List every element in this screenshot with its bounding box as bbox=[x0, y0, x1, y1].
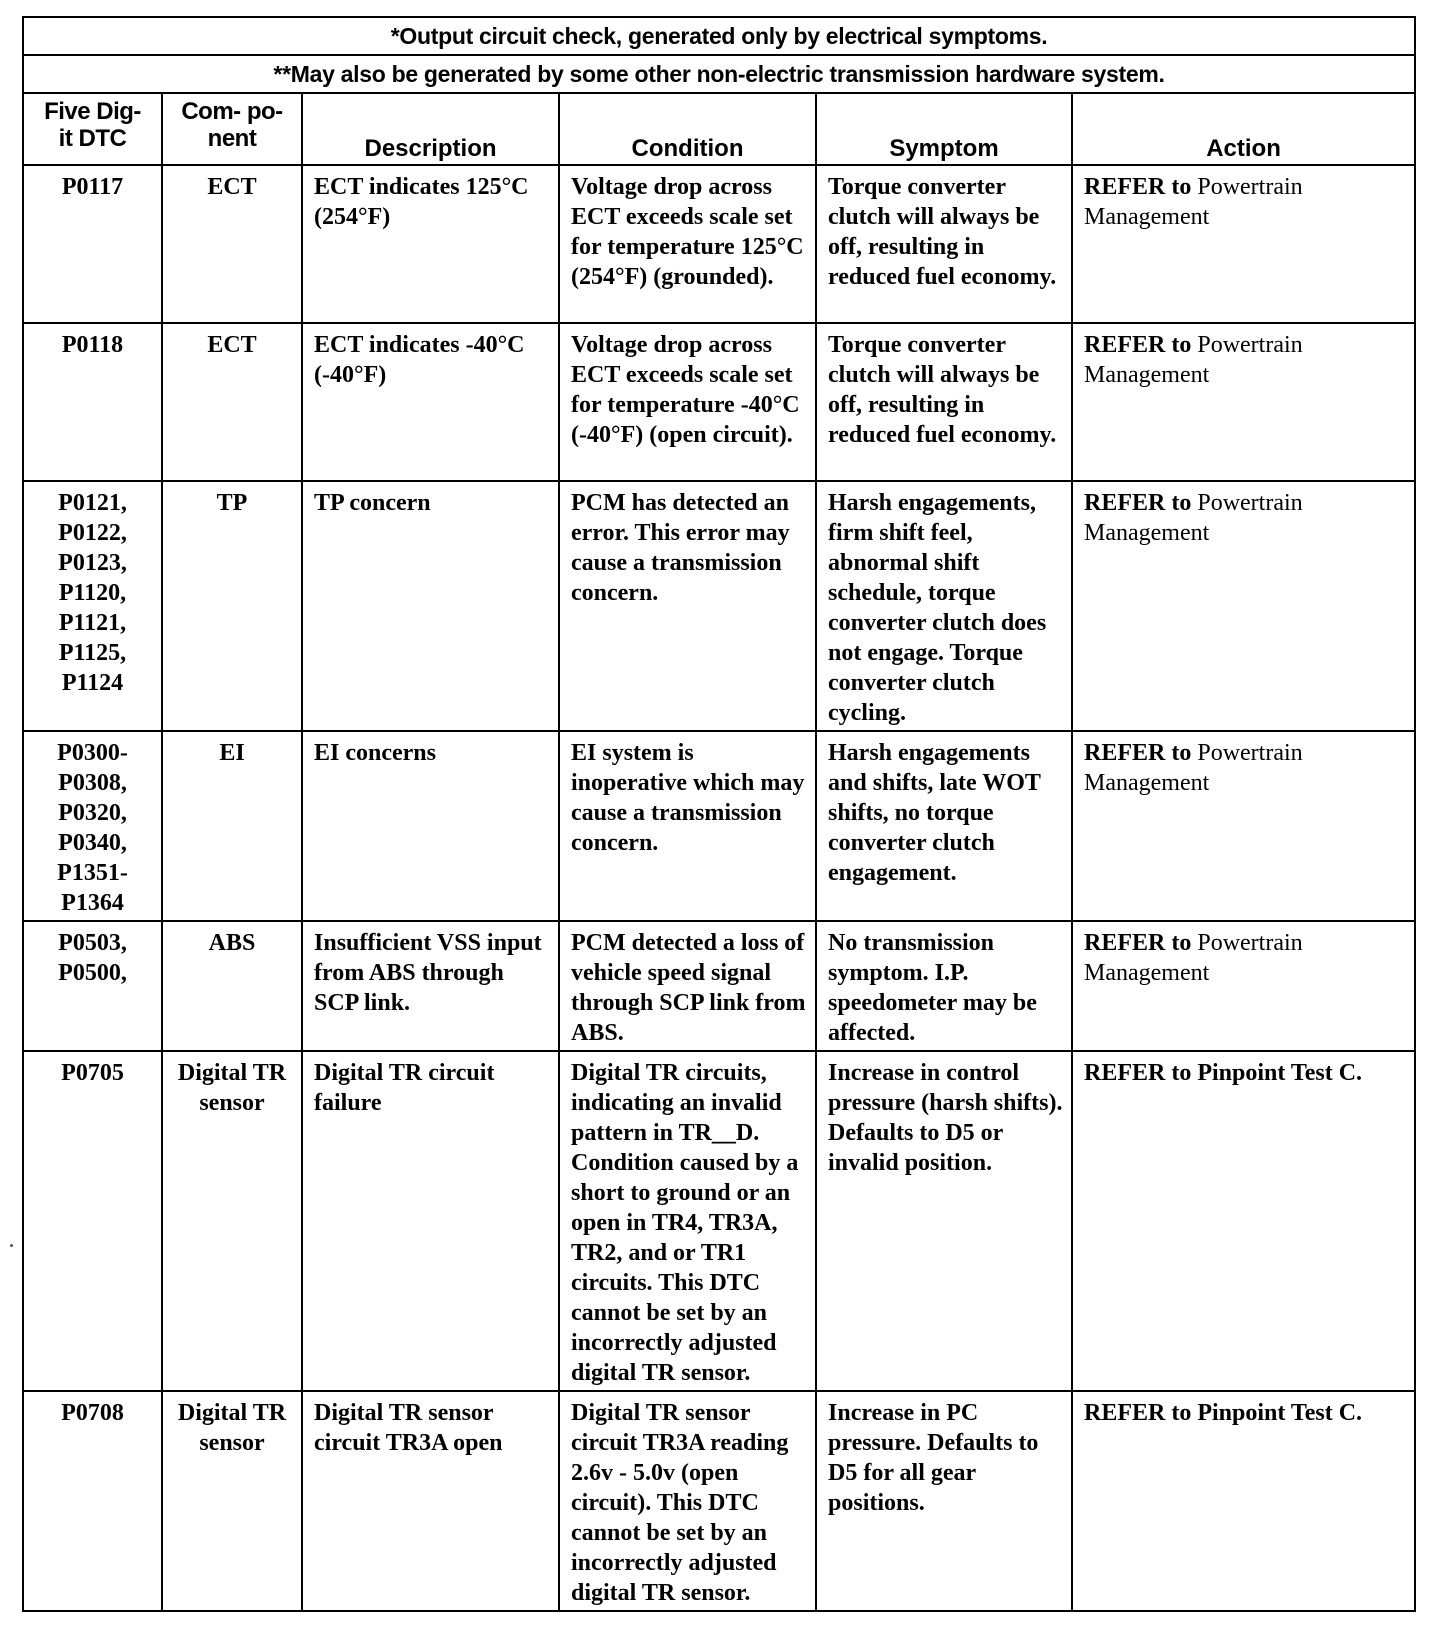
dtc-code: P0121, P0122, P0123, P1120, P1121, P1125, P1124 bbox=[23, 481, 162, 731]
dtc-code: P0117 bbox=[23, 165, 162, 323]
action bbox=[1072, 165, 1415, 323]
header-component: Com- po- nent bbox=[162, 93, 302, 165]
action-target: Powertrain Management bbox=[1084, 930, 1303, 986]
description: TP concern bbox=[302, 481, 559, 731]
dtc-table bbox=[22, 16, 1416, 1612]
symptom: Increase in control pressure (harsh shifts). Defaults to D5 or invalid position. bbox=[816, 1051, 1072, 1391]
symptom: No transmission symptom. I.P. speedometer may be affected. bbox=[816, 921, 1072, 1051]
header-condition: Condition bbox=[559, 93, 816, 165]
output-circuit-note: *Output circuit check, generated only by electrical symptoms. bbox=[23, 17, 1415, 55]
header-symptom: Symptom bbox=[816, 93, 1072, 165]
action-refer: REFER to bbox=[1084, 332, 1192, 358]
component: TP bbox=[162, 481, 302, 731]
table-row bbox=[23, 921, 1415, 1051]
table-row bbox=[23, 1391, 1415, 1611]
column-header-row bbox=[23, 93, 1415, 165]
condition: Digital TR circuits, indicating an invalid pattern in TR__D. Condition caused by a short to ground or an open in TR4, TR3A, TR2, and or TR1 circuits. This DTC cannot be set by an incorrectly adjusted digital TR sensor. bbox=[559, 1051, 816, 1391]
dtc-code: P0708 bbox=[23, 1391, 162, 1611]
action-refer: REFER to Pinpoint Test C. bbox=[1084, 1060, 1363, 1086]
table-row bbox=[23, 1051, 1415, 1391]
scan-speck bbox=[10, 1244, 13, 1247]
action-refer: REFER to Pinpoint Test C. bbox=[1084, 1400, 1363, 1426]
condition: EI system is inoperative which may cause a transmission concern. bbox=[559, 731, 816, 921]
condition: PCM detected a loss of vehicle speed signal through SCP link from ABS. bbox=[559, 921, 816, 1051]
action bbox=[1072, 323, 1415, 481]
symptom: Torque converter clutch will always be off, resulting in reduced fuel economy. bbox=[816, 165, 1072, 323]
description: Insufficient VSS input from ABS through SCP link. bbox=[302, 921, 559, 1051]
condition: PCM has detected an error. This error may cause a transmission concern. bbox=[559, 481, 816, 731]
table-row bbox=[23, 165, 1415, 323]
table-row bbox=[23, 731, 1415, 921]
component: EI bbox=[162, 731, 302, 921]
symptom: Harsh engagements, firm shift feel, abnormal shift schedule, torque converter clutch does not engage. Torque converter clutch cycling. bbox=[816, 481, 1072, 731]
dtc-code: P0705 bbox=[23, 1051, 162, 1391]
action-target: Powertrain Management bbox=[1084, 332, 1303, 388]
component: Digital TR sensor bbox=[162, 1051, 302, 1391]
action-refer: REFER to bbox=[1084, 490, 1192, 516]
non-electric-note: **May also be generated by some other non-electric transmission hardware system. bbox=[23, 55, 1415, 93]
symptom: Torque converter clutch will always be off, resulting in reduced fuel economy. bbox=[816, 323, 1072, 481]
action-target: Powertrain Management bbox=[1084, 174, 1303, 230]
component: ABS bbox=[162, 921, 302, 1051]
condition: Voltage drop across ECT exceeds scale set for temperature 125°C (254°F) (grounded). bbox=[559, 165, 816, 323]
action bbox=[1072, 1051, 1415, 1391]
action-target: Powertrain Management bbox=[1084, 740, 1303, 796]
description: Digital TR sensor circuit TR3A open bbox=[302, 1391, 559, 1611]
action-refer: REFER to bbox=[1084, 174, 1192, 200]
action-target: Powertrain Management bbox=[1084, 490, 1303, 546]
action bbox=[1072, 481, 1415, 731]
table-row bbox=[23, 323, 1415, 481]
dtc-code: P0503, P0500, bbox=[23, 921, 162, 1051]
note-row-output bbox=[23, 17, 1415, 55]
note-row-non-electric bbox=[23, 55, 1415, 93]
component: Digital TR sensor bbox=[162, 1391, 302, 1611]
action-refer: REFER to bbox=[1084, 930, 1192, 956]
header-action: Action bbox=[1072, 93, 1415, 165]
description: ECT indicates -40°C (-40°F) bbox=[302, 323, 559, 481]
action bbox=[1072, 1391, 1415, 1611]
action bbox=[1072, 731, 1415, 921]
symptom: Harsh engagements and shifts, late WOT shifts, no torque converter clutch engagement. bbox=[816, 731, 1072, 921]
component: ECT bbox=[162, 323, 302, 481]
action-refer: REFER to bbox=[1084, 740, 1192, 766]
condition: Digital TR sensor circuit TR3A reading 2.6v - 5.0v (open circuit). This DTC cannot be set by an incorrectly adjusted digital TR sensor. bbox=[559, 1391, 816, 1611]
action bbox=[1072, 921, 1415, 1051]
dtc-code: P0300- P0308, P0320, P0340, P1351- P1364 bbox=[23, 731, 162, 921]
description: ECT indicates 125°C (254°F) bbox=[302, 165, 559, 323]
header-dtc: Five Dig- it DTC bbox=[23, 93, 162, 165]
description: Digital TR circuit failure bbox=[302, 1051, 559, 1391]
dtc-code: P0118 bbox=[23, 323, 162, 481]
description: EI concerns bbox=[302, 731, 559, 921]
condition: Voltage drop across ECT exceeds scale set for temperature -40°C (-40°F) (open circuit). bbox=[559, 323, 816, 481]
symptom: Increase in PC pressure. Defaults to D5 for all gear positions. bbox=[816, 1391, 1072, 1611]
component: ECT bbox=[162, 165, 302, 323]
table-row bbox=[23, 481, 1415, 731]
header-description: Description bbox=[302, 93, 559, 165]
